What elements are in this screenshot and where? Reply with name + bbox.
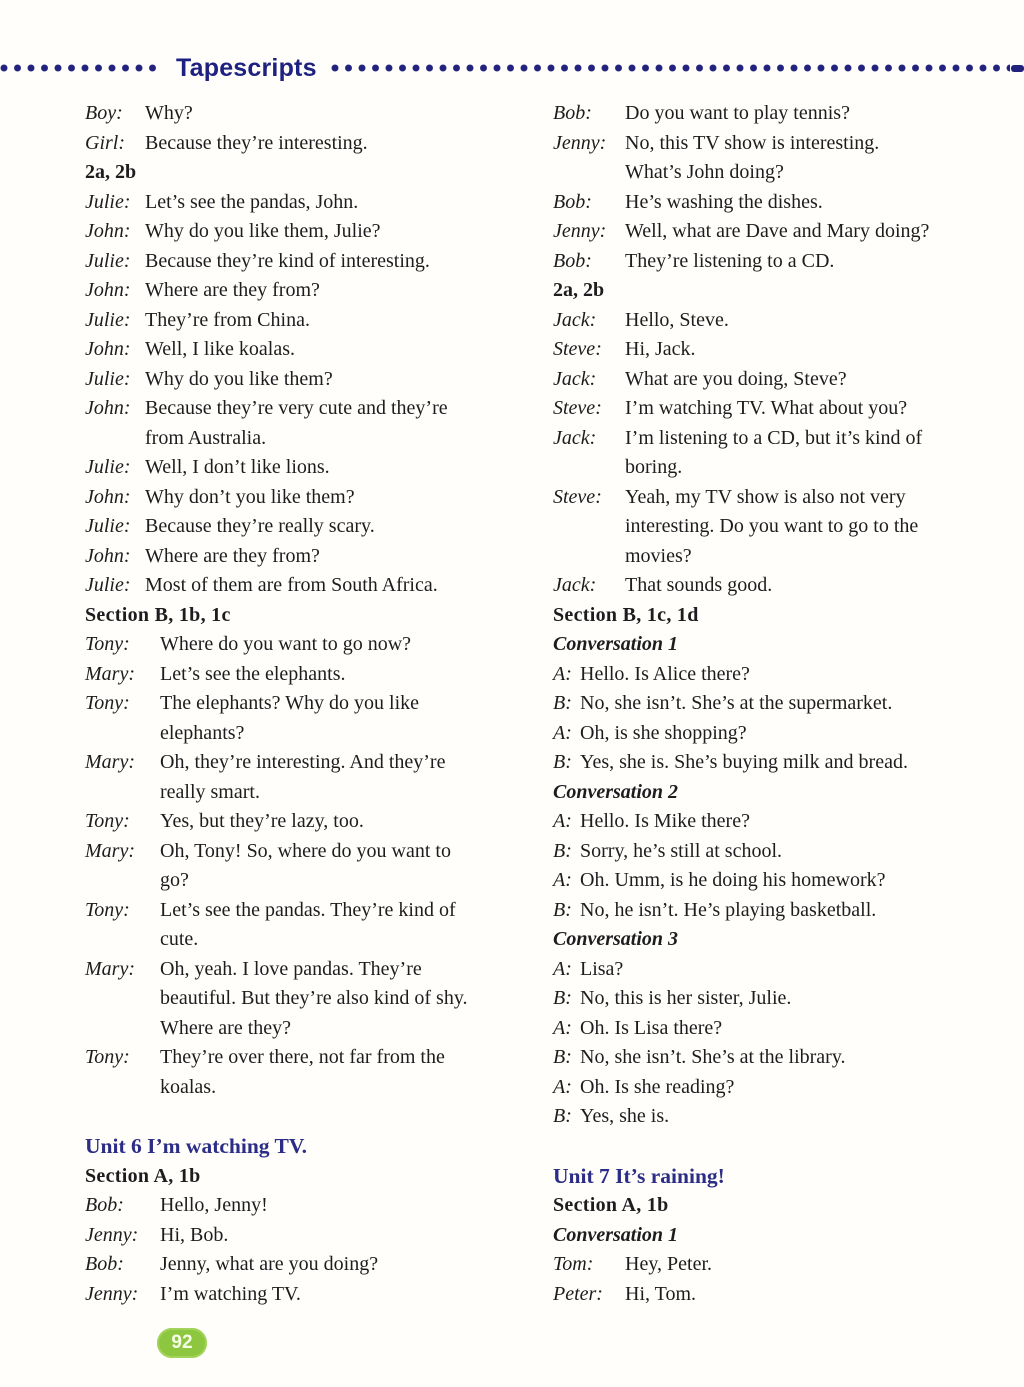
dialogue-line xyxy=(85,571,547,601)
speaker-label: John: xyxy=(85,338,131,360)
dialogue-line xyxy=(85,1280,547,1310)
dialogue-line xyxy=(85,837,547,896)
dialogue-line xyxy=(553,1014,1016,1044)
dialogue-line xyxy=(553,247,1016,277)
dialogue-line xyxy=(85,335,547,365)
speaker-label: Tom: xyxy=(553,1253,594,1275)
speaker-label: B: xyxy=(553,1105,572,1127)
dialogue-text-line: They’re from China. xyxy=(145,308,310,331)
dialogue-text xyxy=(625,394,1016,424)
conversation-heading: Conversation 1 xyxy=(553,1223,679,1246)
speaker-label: Jack: xyxy=(553,367,597,390)
dialogue-text xyxy=(145,217,547,247)
dialogue-text xyxy=(145,99,547,129)
speaker-label: Bob: xyxy=(553,249,592,272)
dialogue-text-line: Why? xyxy=(145,102,193,124)
dialogue-text-line: Because they’re very cute and they’re xyxy=(145,397,448,419)
dialogue-line xyxy=(553,689,1016,719)
speaker-label: Tony: xyxy=(85,1046,130,1068)
dialogue-text xyxy=(625,1280,1016,1310)
dialogue-text-line: No, this is her sister, Julie. xyxy=(580,987,792,1009)
dialogue-line xyxy=(553,365,1016,395)
conversation-heading: Conversation 1 xyxy=(553,633,679,655)
dialogue-text-line: Hello, Steve. xyxy=(625,308,729,331)
dialogue-line xyxy=(85,306,547,336)
speaker-label: Julie: xyxy=(85,308,131,331)
dialogue-text xyxy=(580,1043,1016,1073)
dialogue-text xyxy=(145,394,547,453)
dialogue-text xyxy=(580,660,1016,690)
dialogue-text-line: Because they’re kind of interesting. xyxy=(145,249,430,272)
dialogue-text xyxy=(580,837,1016,867)
speaker-label: Jenny: xyxy=(553,220,607,242)
dialogue-text xyxy=(160,689,547,748)
speaker-label: John: xyxy=(85,485,131,508)
dialogue-line xyxy=(85,1250,547,1280)
speaker-label: Steve: xyxy=(553,485,602,508)
dialogue-text-line: Well, what are Dave and Mary doing? xyxy=(625,220,930,242)
dialogue-line xyxy=(553,955,1016,985)
speaker-label: Jenny: xyxy=(85,1282,139,1305)
dialogue-text xyxy=(580,866,1016,896)
dialogue-text xyxy=(625,335,1016,365)
dialogue-text xyxy=(160,955,547,1044)
speaker-label: B: xyxy=(553,898,572,921)
section-heading: Section B, 1c, 1d xyxy=(553,603,699,626)
dialogue-text-line: No, she isn’t. She’s at the library. xyxy=(580,1046,846,1068)
speaker-label: Girl: xyxy=(85,131,125,154)
activity-label: 2a, 2b xyxy=(85,161,137,183)
dialogue-line xyxy=(85,217,547,247)
dialogue-text xyxy=(625,571,1016,601)
dialogue-text-line: Yeah, my TV show is also not very xyxy=(625,485,906,508)
dialogue-text xyxy=(160,837,547,896)
dialogue-line xyxy=(85,247,547,277)
unit-heading: Unit 6 I’m watching TV. xyxy=(85,1134,308,1158)
dialogue-line xyxy=(553,719,1016,749)
dialogue-text xyxy=(580,1102,1016,1132)
section-heading: Section A, 1b xyxy=(553,1194,669,1216)
speaker-label: A: xyxy=(553,810,572,832)
conversation-heading: Conversation 3 xyxy=(553,928,679,950)
dialogue-text xyxy=(625,483,1016,572)
dialogue-line xyxy=(553,217,1016,247)
dialogue-text-line: No, she isn’t. She’s at the supermarket. xyxy=(580,692,893,714)
dialogue-text xyxy=(580,748,1016,778)
speaker-label: A: xyxy=(553,869,572,891)
dialogue-text-line: Hi, Bob. xyxy=(160,1223,229,1246)
page-title: Tapescripts xyxy=(176,53,317,82)
dialogue-text-line: really smart. xyxy=(160,780,260,803)
dialogue-text-line: Do you want to play tennis? xyxy=(625,102,850,124)
dialogue-text-line: Why do you like them, Julie? xyxy=(145,220,381,242)
left-column xyxy=(85,99,547,1309)
dialogue-text xyxy=(625,1250,1016,1280)
dialogue-line xyxy=(85,365,547,395)
dialogue-text xyxy=(625,365,1016,395)
dialogue-text-line: Let’s see the pandas, John. xyxy=(145,190,359,213)
dialogue-line xyxy=(553,188,1016,218)
dialogue-text xyxy=(160,1191,547,1221)
dialogue-text-line: beautiful. But they’re also kind of shy. xyxy=(160,987,468,1009)
speaker-label: B: xyxy=(553,751,572,773)
dialogue-text xyxy=(145,365,547,395)
dialogue-line xyxy=(85,689,547,748)
dialogue-line xyxy=(85,1191,547,1221)
dialogue-text xyxy=(580,689,1016,719)
unit-heading: Unit 7 It’s raining! xyxy=(553,1163,725,1188)
dialogue-text-line: Hello. Is Mike there? xyxy=(580,810,750,832)
dialogue-text-line: Why don’t you like them? xyxy=(145,485,355,508)
dialogue-line xyxy=(85,129,547,159)
dialogue-line xyxy=(553,394,1016,424)
dialogue-line xyxy=(553,424,1016,483)
dialogue-text xyxy=(625,129,1016,188)
speaker-label: Boy: xyxy=(85,102,123,124)
dialogue-text-line: interesting. Do you want to go to the xyxy=(625,515,919,537)
dialogue-text-line: Yes, she is. She’s buying milk and bread. xyxy=(580,751,908,773)
dialogue-text-line: movies? xyxy=(625,544,692,567)
dialogue-text-line: Oh, they’re interesting. And they’re xyxy=(160,751,446,773)
speaker-label: B: xyxy=(553,692,572,714)
dialogue-text xyxy=(145,512,547,542)
dialogue-text xyxy=(145,483,547,513)
dialogue-text-line: Yes, but they’re lazy, too. xyxy=(160,810,364,832)
speaker-label: Julie: xyxy=(85,190,131,213)
speaker-label: Jenny: xyxy=(553,131,607,154)
spacer xyxy=(85,1102,547,1132)
speaker-label: A: xyxy=(553,721,572,744)
dialogue-text-line: Hey, Peter. xyxy=(625,1253,713,1275)
dialogue-text-line: koalas. xyxy=(160,1075,217,1098)
dialogue-text-line: I’m watching TV. xyxy=(160,1282,301,1305)
dialogue-text xyxy=(145,188,547,218)
dialogue-line xyxy=(85,99,547,129)
dialogue-text xyxy=(625,247,1016,277)
dialogue-text-line: What’s John doing? xyxy=(625,161,784,183)
speaker-label: Bob: xyxy=(85,1253,124,1275)
dialogue-text-line: Hello, Jenny! xyxy=(160,1194,268,1216)
dialogue-line xyxy=(85,807,547,837)
speaker-label: Bob: xyxy=(553,102,592,124)
dialogue-line xyxy=(553,1280,1016,1310)
speaker-label: Bob: xyxy=(85,1194,124,1216)
dialogue-text xyxy=(160,1250,547,1280)
dialogue-text-line: from Australia. xyxy=(145,426,267,449)
speaker-label: B: xyxy=(553,1046,572,1068)
dialogue-text xyxy=(160,1043,547,1102)
dialogue-text-line: go? xyxy=(160,869,189,891)
dialogue-line xyxy=(85,630,547,660)
dialogue-text-line: Lisa? xyxy=(580,957,624,980)
dialogue-text xyxy=(145,306,547,336)
dotted-rule-right xyxy=(331,64,1010,72)
dialogue-line xyxy=(553,483,1016,572)
dialogue-line xyxy=(85,1043,547,1102)
dialogue-text-line: Where are they from? xyxy=(145,279,320,301)
speaker-label: Mary: xyxy=(85,662,135,685)
dialogue-line xyxy=(85,453,547,483)
dialogue-line xyxy=(85,955,547,1044)
dialogue-line xyxy=(85,483,547,513)
dialogue-text-line: Oh, yeah. I love pandas. They’re xyxy=(160,957,422,980)
speaker-label: Jack: xyxy=(553,426,597,449)
dialogue-text xyxy=(580,1073,1016,1103)
dialogue-text-line: cute. xyxy=(160,928,199,950)
dialogue-text xyxy=(160,896,547,955)
dialogue-text-line: Sorry, he’s still at school. xyxy=(580,839,783,862)
dialogue-line xyxy=(553,748,1016,778)
dialogue-text xyxy=(145,276,547,306)
dialogue-text-line: What are you doing, Steve? xyxy=(625,367,847,390)
dialogue-line xyxy=(553,807,1016,837)
dialogue-text-line: Where are they from? xyxy=(145,544,320,567)
dialogue-line xyxy=(85,660,547,690)
activity-label: 2a, 2b xyxy=(553,279,605,301)
dialogue-text-line: Where are they? xyxy=(160,1016,292,1039)
speaker-label: Julie: xyxy=(85,249,131,272)
page-number-badge xyxy=(157,1328,207,1358)
dialogue-text-line: The elephants? Why do you like xyxy=(160,692,420,714)
dialogue-text xyxy=(160,807,547,837)
speaker-label: Jack: xyxy=(553,308,597,331)
dialogue-text-line: Let’s see the pandas. They’re kind of xyxy=(160,898,456,921)
dialogue-text-line: They’re over there, not far from the xyxy=(160,1046,445,1068)
dialogue-text xyxy=(160,660,547,690)
dialogue-text xyxy=(580,1014,1016,1044)
right-column xyxy=(553,99,1016,1309)
section-heading: Section A, 1b xyxy=(85,1164,201,1187)
dotted-rule-end-dash xyxy=(1011,65,1024,72)
dialogue-text xyxy=(145,335,547,365)
dialogue-text-line: Hi, Jack. xyxy=(625,338,696,360)
speaker-label: A: xyxy=(553,957,572,980)
speaker-label: Julie: xyxy=(85,367,131,390)
dialogue-text-line: Let’s see the elephants. xyxy=(160,662,346,685)
dialogue-line xyxy=(553,984,1016,1014)
dialogue-text-line: Oh, is she shopping? xyxy=(580,721,747,744)
dialogue-text xyxy=(580,984,1016,1014)
dialogue-text-line: Why do you like them? xyxy=(145,367,333,390)
dialogue-line xyxy=(85,394,547,453)
dialogue-text-line: Because they’re interesting. xyxy=(145,131,368,154)
dialogue-line xyxy=(553,1073,1016,1103)
speaker-label: A: xyxy=(553,662,572,685)
dialogue-text-line: boring. xyxy=(625,456,683,478)
speaker-label: A: xyxy=(553,1075,572,1098)
dialogue-line xyxy=(85,748,547,807)
speaker-label: Steve: xyxy=(553,397,602,419)
page-header xyxy=(0,54,1024,82)
dialogue-text-line: I’m listening to a CD, but it’s kind of xyxy=(625,426,923,449)
speaker-label: Mary: xyxy=(85,751,135,773)
speaker-label: Mary: xyxy=(85,957,135,980)
page-number: 92 xyxy=(171,1332,193,1353)
speaker-label: Julie: xyxy=(85,574,131,596)
dialogue-line xyxy=(553,335,1016,365)
dialogue-text-line: No, he isn’t. He’s playing basketball. xyxy=(580,898,877,921)
speaker-label: John: xyxy=(85,544,131,567)
dialogue-text xyxy=(580,896,1016,926)
dialogue-line xyxy=(85,276,547,306)
dialogue-text-line: Hello. Is Alice there? xyxy=(580,662,750,685)
dialogue-line xyxy=(85,896,547,955)
dialogue-text-line: They’re listening to a CD. xyxy=(625,249,835,272)
dialogue-text-line: Oh. Is she reading? xyxy=(580,1075,735,1098)
speaker-label: John: xyxy=(85,279,131,301)
dialogue-line xyxy=(553,866,1016,896)
dialogue-text-line: I’m watching TV. What about you? xyxy=(625,397,908,419)
dialogue-text xyxy=(580,807,1016,837)
section-heading: Section B, 1b, 1c xyxy=(85,603,231,626)
speaker-label: John: xyxy=(85,220,131,242)
speaker-label: Tony: xyxy=(85,898,130,921)
dialogue-line xyxy=(553,660,1016,690)
speaker-label: Jack: xyxy=(553,574,597,596)
dialogue-text-line: Well, I don’t like lions. xyxy=(145,456,330,478)
speaker-label: Jenny: xyxy=(85,1223,139,1246)
dialogue-text-line: Oh. Is Lisa there? xyxy=(580,1016,723,1039)
dialogue-line xyxy=(553,896,1016,926)
speaker-label: Tony: xyxy=(85,633,130,655)
dialogue-line xyxy=(85,542,547,572)
dialogue-line xyxy=(553,1102,1016,1132)
speaker-label: Bob: xyxy=(553,190,592,213)
dialogue-text xyxy=(625,306,1016,336)
dialogue-text-line: Hi, Tom. xyxy=(625,1282,697,1305)
dialogue-line xyxy=(553,129,1016,188)
dialogue-line xyxy=(553,1043,1016,1073)
dialogue-text xyxy=(160,630,547,660)
dialogue-text xyxy=(160,1221,547,1251)
dialogue-text-line: Jenny, what are you doing? xyxy=(160,1253,379,1275)
dialogue-text xyxy=(145,453,547,483)
dialogue-text xyxy=(625,188,1016,218)
dialogue-line xyxy=(553,99,1016,129)
speaker-label: A: xyxy=(553,1016,572,1039)
speaker-label: Mary: xyxy=(85,839,135,862)
dialogue-line xyxy=(85,1221,547,1251)
dialogue-text xyxy=(625,217,1016,247)
dialogue-line xyxy=(553,571,1016,601)
dialogue-text xyxy=(145,129,547,159)
dialogue-text-line: No, this TV show is interesting. xyxy=(625,131,880,154)
dialogue-text xyxy=(145,542,547,572)
speaker-label: B: xyxy=(553,839,572,862)
speaker-label: Tony: xyxy=(85,692,130,714)
dialogue-text-line: Yes, she is. xyxy=(580,1105,670,1127)
dialogue-line xyxy=(553,1250,1016,1280)
speaker-label: John: xyxy=(85,397,131,419)
dialogue-text-line: Well, I like koalas. xyxy=(145,338,296,360)
speaker-label: Peter: xyxy=(553,1282,603,1305)
dialogue-text-line: elephants? xyxy=(160,721,245,744)
dialogue-text-line: Oh. Umm, is he doing his homework? xyxy=(580,869,886,891)
dialogue-line xyxy=(553,306,1016,336)
dialogue-text-line: That sounds good. xyxy=(625,574,773,596)
dialogue-text xyxy=(625,424,1016,483)
spacer xyxy=(553,1132,1016,1162)
dialogue-text xyxy=(145,247,547,277)
dialogue-text xyxy=(625,99,1016,129)
dialogue-text xyxy=(580,955,1016,985)
dotted-rule-left xyxy=(0,64,162,72)
dialogue-text-line: Where do you want to go now? xyxy=(160,633,412,655)
dialogue-line xyxy=(553,837,1016,867)
speaker-label: B: xyxy=(553,987,572,1009)
speaker-label: Tony: xyxy=(85,810,130,832)
speaker-label: Julie: xyxy=(85,456,131,478)
dialogue-text xyxy=(160,1280,547,1310)
dialogue-text xyxy=(580,719,1016,749)
dialogue-line xyxy=(85,512,547,542)
dialogue-text-line: Most of them are from South Africa. xyxy=(145,574,438,596)
conversation-heading: Conversation 2 xyxy=(553,780,679,803)
speaker-label: Steve: xyxy=(553,338,602,360)
dialogue-text-line: He’s washing the dishes. xyxy=(625,190,823,213)
speaker-label: Julie: xyxy=(85,515,131,537)
dialogue-text-line: Because they’re really scary. xyxy=(145,515,375,537)
dialogue-text xyxy=(160,748,547,807)
dialogue-text xyxy=(145,571,547,601)
dialogue-line xyxy=(85,188,547,218)
dialogue-text-line: Oh, Tony! So, where do you want to xyxy=(160,839,451,862)
